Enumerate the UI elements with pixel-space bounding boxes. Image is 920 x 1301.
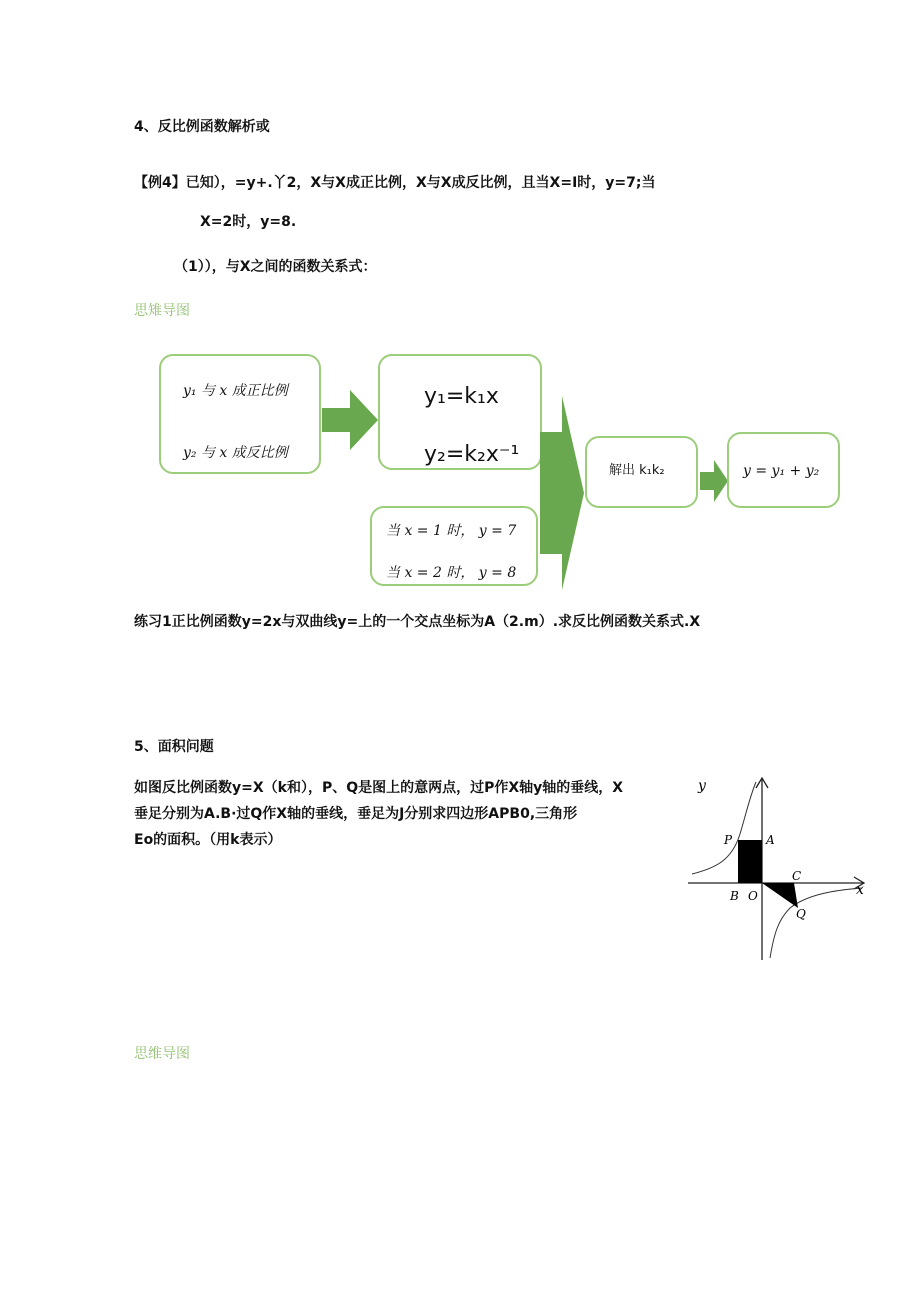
flow-box1-line2: y₂ 与 x 成反比例 (183, 445, 288, 461)
flow-box-conditions (370, 506, 538, 586)
flow-box1-line1: y₁ 与 x 成正比例 (183, 383, 288, 399)
section4-heading: 4、反比例函数解析或 (134, 119, 270, 135)
mindmap-label-2: 思维导图 (134, 1046, 190, 1062)
label-B: B (730, 889, 739, 903)
hyperbola-branch-4 (770, 888, 862, 958)
question-1: （1）），与X之间的函数关系式： (174, 259, 377, 275)
label-O: O (748, 889, 758, 903)
flow-arrow-3 (700, 460, 730, 502)
section5-line2: 垂足分别为A.B·过Q作X轴的垂线，垂足为J分别求四边形APB0,三角形 (134, 806, 578, 822)
section5-heading: 5、面积问题 (134, 739, 214, 755)
flow-box4-text: 解出 k₁k₂ (609, 463, 665, 478)
hyperbola-graph (686, 772, 872, 962)
flow-box-result (727, 432, 840, 508)
flow-arrow-2 (540, 396, 586, 590)
example4-line2: X=2时，y=8. (200, 214, 297, 230)
flow-box-proportional (159, 354, 321, 474)
example4-line1: 【例4】已知），=y+.丫2，X与X成正比例，X与X成反比例，且当X=I时，y=7;当 (134, 175, 656, 191)
flow-box2-line2: y₂=k₂x⁻¹ (424, 442, 520, 467)
section5-line1: 如图反比例函数y=X（k和），P、Q是图上的意两点，过P作X轴y轴的垂线，X (134, 780, 624, 796)
flow-box2-line1: y₁=k₁x (424, 384, 499, 409)
triangle-OCQ (762, 883, 798, 908)
label-A: A (766, 833, 775, 847)
flow-box3-line1: 当 x = 1 时， y = 7 (386, 523, 517, 539)
exercise-1: 练习1正比例函数y=2x与双曲线y=上的一个交点坐标为A（2.m）.求反比例函数关系式.X (134, 614, 701, 630)
flow-box5-text: y = y₁ + y₂ (743, 463, 820, 479)
label-P: P (724, 833, 733, 847)
rectangle-APBO (738, 840, 762, 883)
label-Q: Q (796, 907, 806, 921)
flow-arrow-1 (322, 388, 380, 452)
label-x: x (856, 882, 864, 898)
label-y: y (698, 778, 706, 794)
flow-box3-line2: 当 x = 2 时， y = 8 (386, 565, 517, 581)
mindmap-label: 思雉导图 (134, 303, 190, 319)
flow-box-formulas (378, 354, 542, 470)
flow-box-solve (585, 436, 698, 508)
label-C: C (792, 869, 802, 883)
section5-line3: Eo的面积。（用k表示） (134, 832, 282, 848)
